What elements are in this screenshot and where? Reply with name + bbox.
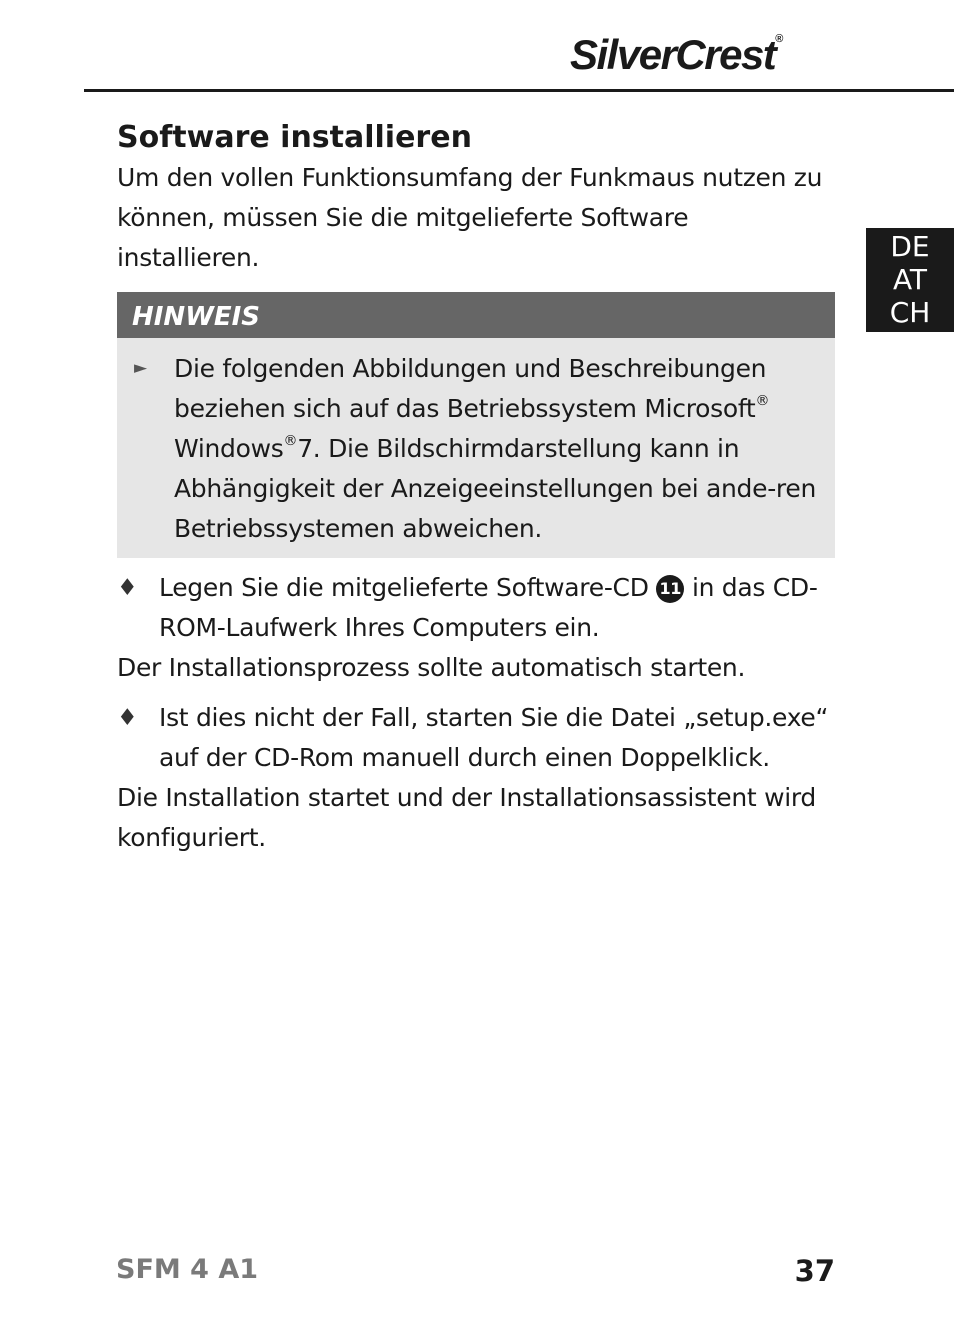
note-text-part1: Die folgenden Abbildungen und Beschreibungen beziehen sich auf das Betriebssystem Microsoft: [174, 354, 767, 423]
note-box: [117, 292, 835, 558]
note-body: [117, 338, 835, 558]
triangle-right-icon: ►: [134, 358, 148, 378]
part-reference-badge: 11: [656, 575, 684, 603]
note-text-part2: Windows: [174, 434, 284, 463]
step-text-after: in das CD-ROM-Laufwerk Ihres Computers ein.: [159, 573, 818, 642]
note-text-part3: 7. Die Bildschirmdarstellung kann in Abhängigkeit der Anzeigeeinstellungen bei ande-ren Betriebssystemen abweichen.: [174, 434, 816, 543]
language-ch: CH: [889, 296, 931, 329]
brand-registered-mark: ®: [775, 33, 784, 45]
section-title: Software installieren: [117, 120, 472, 155]
language-tab: [866, 228, 954, 332]
brand-logo: [570, 31, 784, 78]
auto-start-paragraph: Der Installationsprozess sollte automatisch starten.: [117, 653, 746, 682]
language-de: DE: [890, 230, 930, 263]
registered-mark: ®: [755, 393, 770, 409]
brand-logo-text: SilverCrest: [570, 31, 776, 78]
wizard-paragraph: Die Installation startet und der Installationsassistent wird konfiguriert.: [117, 783, 816, 852]
step-text-before: Legen Sie die mitgelieferte Software-CD: [159, 573, 657, 602]
page-content: [117, 118, 837, 858]
note-heading: HINWEIS: [117, 292, 835, 338]
header-divider: [84, 89, 954, 92]
footer-model-number: SFM 4 A1: [116, 1254, 259, 1285]
diamond-bullet-icon: ♦: [117, 575, 138, 601]
page-number: 37: [794, 1254, 835, 1288]
step-insert-cd: [117, 568, 837, 648]
note-text: [174, 349, 825, 549]
step-text: [159, 568, 837, 648]
step-text: Ist dies nicht der Fall, starten Sie die Datei „setup.exe“ auf der CD-Rom manuell durch einen Doppelklick.: [159, 703, 829, 772]
registered-mark: ®: [283, 433, 298, 449]
step-manual-start: [117, 698, 837, 778]
diamond-bullet-icon: ♦: [117, 705, 138, 731]
language-at: AT: [892, 263, 928, 296]
intro-paragraph: Um den vollen Funktionsumfang der Funkmaus nutzen zu können, müssen Sie die mitgelieferte Software installieren.: [117, 163, 823, 272]
